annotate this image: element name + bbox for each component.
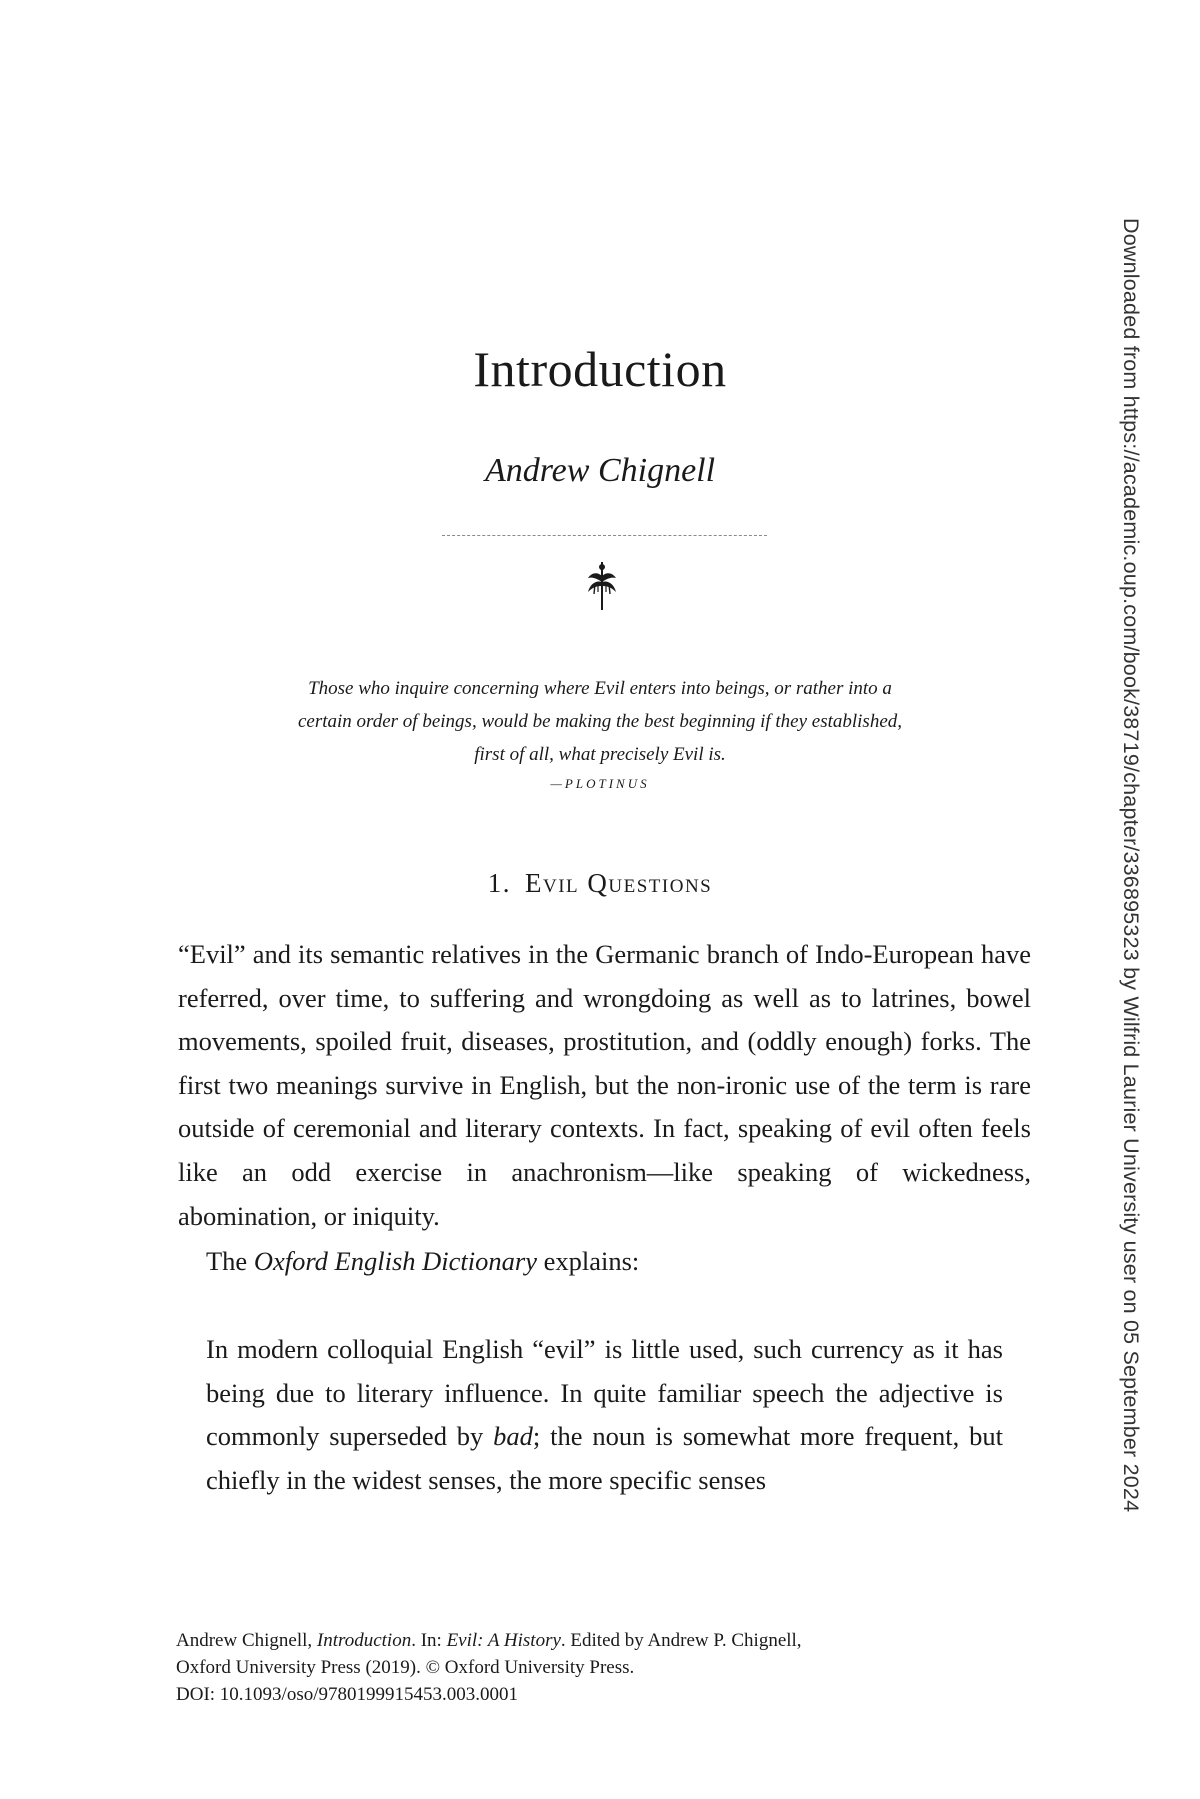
section-title: Evil Questions xyxy=(525,868,713,898)
quote-text-1: In modern colloquial English “evil” is little used, such currency as it has being due to literary influence. In quite familiar speech the adjective is commonly superseded by xyxy=(206,1334,1003,1452)
epigraph-line: certain order of beings, would be making the best beginning if they established, xyxy=(297,711,903,732)
epigraph-line: first of all, what precisely Evil is. xyxy=(474,744,726,765)
download-watermark-text: Downloaded from https://academic.oup.com/book/38719/chapter/336895323 by Wilfrid Laurier University user on 05 September 2024 xyxy=(1119,218,1143,1513)
body-paragraph-1: “Evil” and its semantic relatives in the Germanic branch of Indo-European have referred, over time, to suffering and wrongdoing as well as to latrines, bowel movements, spoiled fruit, diseases, prostitution, and (oddly enough) forks. The first two meanings survive in English, but the non-ironic use of the term is rare outside of ceremonial and literary contexts. In fact, speaking of evil often feels like an odd exercise in anachronism—like speaking of wickedness, abomination, or iniquity. xyxy=(178,939,1031,1231)
body-paragraph-2 xyxy=(206,1240,1030,1284)
footer-edited: . Edited by Andrew P. Chignell, xyxy=(560,1630,802,1651)
section-heading xyxy=(0,868,1200,899)
footer-in: . In: xyxy=(411,1630,447,1651)
chapter-author: Andrew Chignell xyxy=(484,452,716,489)
footer-chapter: Introduction xyxy=(316,1630,412,1651)
footer-doi: DOI: 10.1093/oso/9780199915453.003.0001 xyxy=(176,1684,518,1705)
footer-line-2: Oxford University Press (2019). © Oxford University Press. xyxy=(176,1657,635,1678)
chapter-title: Introduction xyxy=(473,341,727,397)
epigraph-attribution: —PLOTINUS xyxy=(550,776,650,791)
dictionary-title: Oxford English Dictionary xyxy=(253,1246,537,1276)
block-quote xyxy=(206,1328,1003,1502)
section-number: 1. xyxy=(487,868,511,898)
floral-ornament-icon xyxy=(582,560,622,612)
title-divider xyxy=(442,535,767,536)
quote-italic-word: bad xyxy=(493,1421,533,1452)
paragraph-2-prefix: The xyxy=(206,1246,254,1276)
quote-text-2: ; the noun is somewhat more frequent, but chiefly in the widest senses, the more specific senses xyxy=(206,1421,1003,1495)
citation-footer xyxy=(176,1627,1036,1708)
download-watermark xyxy=(1111,218,1151,1628)
paragraph-2-suffix: explains: xyxy=(536,1246,640,1276)
footer-book: Evil: A History xyxy=(446,1630,561,1651)
footer-author: Andrew Chignell, xyxy=(176,1630,317,1651)
epigraph xyxy=(200,672,1000,771)
footer-line-1 xyxy=(176,1627,1036,1654)
epigraph-line: Those who inquire concerning where Evil enters into beings, or rather into a xyxy=(308,678,892,699)
